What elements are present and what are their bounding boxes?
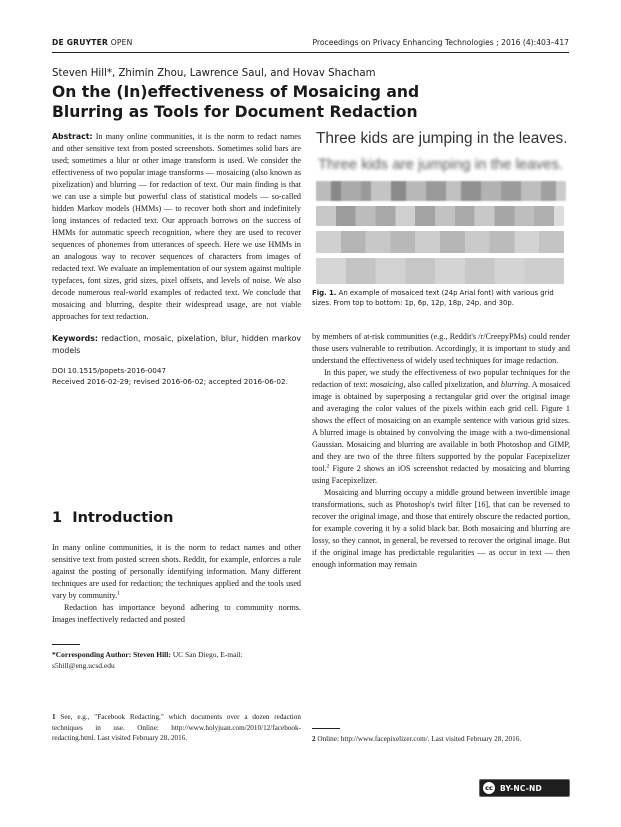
- publication-meta: [52, 365, 301, 387]
- license-label: BY-NC-ND: [500, 783, 542, 793]
- intro-paragraph-1: In many online communities, it is the norm to redact names and other sensitive text from posted screen shots. Reddit, for example, enforces a rule against the posting of personally identifying information. Many different techniques are used for redaction; the techniques applied and the tools used vary by community.$^1$: [52, 543, 301, 600]
- footnote-ref-1[interactable]: 1: [117, 590, 120, 597]
- intro-paragraph-2: Redaction has importance beyond adhering to community norms. Images ineffectively redacted and posted: [52, 603, 301, 624]
- doi-link[interactable]: DOI 10.1515/popets-2016-0047: [52, 366, 167, 375]
- abstract-column: [52, 131, 301, 387]
- footnote-2: 2 Online: http://www.facepixelizer.com/. Last visited February 28, 2016.: [312, 735, 522, 743]
- keywords: [52, 333, 301, 357]
- paper-title: On the (In)effectiveness of Mosaicing and Blurring as Tools for Document Redaction: [52, 83, 420, 121]
- header-rule: [52, 52, 569, 53]
- right-column-text: [312, 331, 570, 571]
- license-badge[interactable]: [479, 779, 570, 797]
- right-paragraph-1: by members of at-risk communities (e.g., Reddit's /r/CreepyPMs) could render those users vulnerable to retribution. Accordingly, it is important to study and understand the effectiveness of widely used techniques for image redaction.: [312, 332, 570, 365]
- publisher-label: DE GRUYTER OPEN: [52, 38, 133, 47]
- footnote-rule: [52, 644, 80, 645]
- figure-sample-18p: [316, 206, 564, 226]
- right-paragraph-3: Mosaicing and blurring occupy a middle ground between invertible image transformations, such as Photoshop's twirl filter [16], that can be reversed to recover the original image, and those that entirely obscure the redacted portion, for example covering it by a solid black bar. Both mosaicing and blurring are lossy, so they cannot, in general, be reversed to recover the original image. But if the original image has predictable regularities — as occur in text — then enough information may remain: [312, 488, 570, 569]
- figure-sample-sharp: Three kids are jumping in the leaves.: [316, 130, 568, 147]
- right-paragraph-2: In this paper, we study the effectiveness of two popular techniques for the redaction of text: mosaicing, also called pixelization, and blurring. A mosaiced image is obtained by superposing a rectangular grid over the original image and averaging the color values of the pixels within each grid cell. Figure 1 shows the effect of mosaicing on an example sentence with various grid sizes. A blurred image is obtained by convolving the image with a two-dimensional Gaussian. Mosaicing and blurring are available in both Photoshop and GIMP, and they are two of the three filters supported by the popular Facepixelizer tool.$^2$ Figure 2 shows an iOS screenshot redacted by mosaicing and blurring using Facepixelizer.: [312, 368, 571, 485]
- figure-sample-12p: [316, 181, 566, 201]
- keywords-text: redaction, mosaic, pixelation, blur, hidden markov models: [52, 334, 301, 355]
- footnote-rule-right: [312, 728, 340, 729]
- figure-sample-6p: Three kids are jumping in the leaves.: [318, 156, 564, 173]
- author-list: Steven Hill*, Zhimin Zhou, Lawrence Saul, and Hovav Shacham: [52, 68, 376, 79]
- introduction-text: [52, 542, 301, 626]
- figure-sample-30p: [316, 258, 564, 284]
- section-heading: 1 Introduction: [52, 510, 174, 526]
- creative-commons-icon: cc: [483, 782, 495, 794]
- figure-1-mosaic-example: [312, 128, 570, 293]
- figure-1-caption: Fig. 1. An example of mosaiced text (24p Arial font) with various grid sizes. From top to bottom: 1p, 6p, 12p, 18p, 24p, and 30p.: [312, 289, 554, 307]
- corresponding-author-note: *Corresponding Author: Steven Hill: UC San Diego, E-mail: s5hill@eng.ucsd.edu: [52, 650, 243, 670]
- figure-sample-24p: [316, 231, 564, 253]
- journal-citation: Proceedings on Privacy Enhancing Technologies ; 2016 (4):403–417: [312, 38, 569, 47]
- abstract-text: In many online communities, it is the norm to redact names and other sensitive text from posted screenshots. Sometimes solid bars are used; sometimes a blur or other image transform is used. We consider the effectiveness of two popular image transforms — mosaicing (also known as pixelization) and blurring — for redaction of text. Our main finding is that we can use a simple but powerful class of statistical models — so-called hidden Markov models (HMMs) — to recover both short and indefinitely long instances of redacted text. Our approach borrows on the success of HMMs for automatic speech recognition, where they are used to recover sequences of phonemes from utterances of speech. Here we use HMMs in an analogous way to recover sequences of characters from images of redacted text. We evaluate an implementation of our system against multiple typefaces, font sizes, grid sizes, pixel offsets, and levels of noise. We also decode numerous real-world examples of redacted text. We conclude that mosaicing and blurring, despite their widespread usage, are not viable approaches for text redaction.: [52, 132, 301, 321]
- keywords-label: Keywords:: [52, 334, 99, 343]
- abstract: [52, 131, 301, 323]
- received-dates: Received 2016-02-29; revised 2016-06-02; accepted 2016-06-02.: [52, 377, 288, 386]
- footnote-ref-2[interactable]: 2: [326, 463, 330, 470]
- abstract-label: Abstract:: [52, 132, 93, 141]
- running-header: [52, 38, 569, 50]
- footnote-1: 1 See, e.g., "Facebook Redacting," which documents over a dozen redaction techniques in use. Online: http://www.holyjuan.com/2010/12/facebook-redacting.html. Last visited February 28, 2016.: [52, 713, 301, 742]
